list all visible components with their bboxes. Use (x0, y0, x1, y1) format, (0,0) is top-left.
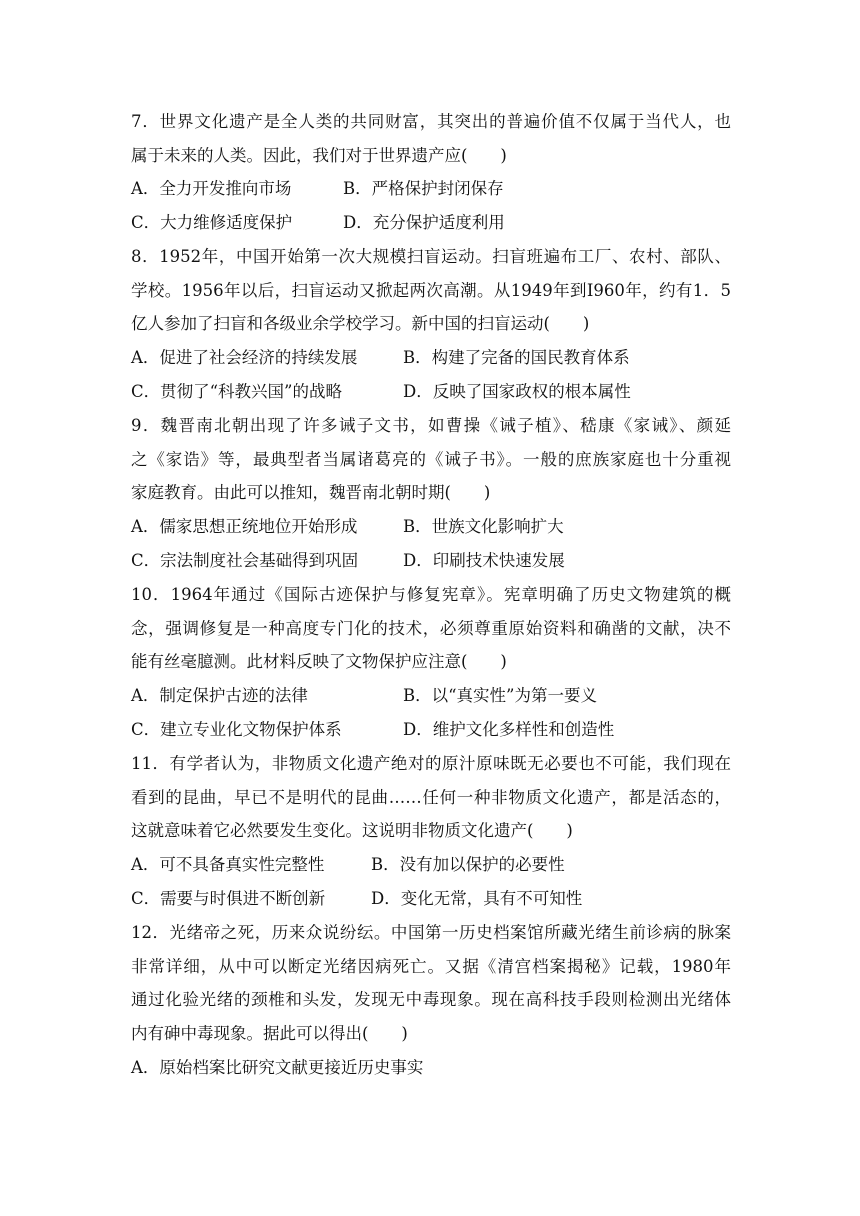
question-11-line-3: 这就意味着它必然要发生变化。这说明非物质文化遗产( ) (131, 821, 573, 840)
question-12-line-1: 12．光绪帝之死，历来众说纷纭。中国第一历史档案馆所藏光绪生前诊病的脉案 (131, 923, 731, 942)
question-7-option-a[interactable]: A．全力开发推向市场 (131, 179, 292, 198)
question-10-option-b[interactable]: B．以“真实性”为第一要义 (403, 686, 597, 705)
question-10-option-c[interactable]: C．建立专业化文物保护体系 (131, 720, 342, 739)
question-10-line-2: 念，强调修复是一种高度专门化的技术，必须尊重原始资料和确凿的文献，决不 (131, 619, 731, 638)
question-11-option-b[interactable]: B．没有加以保护的必要性 (371, 855, 565, 874)
question-11-option-c[interactable]: C．需要与时俱进不断创新 (131, 889, 326, 908)
question-9-line-2: 之《家诰》等，最典型者当属诸葛亮的《诫子书》。一般的庶族家庭也十分重视 (131, 450, 731, 469)
question-10-option-a[interactable]: A．制定保护古迹的法律 (131, 686, 308, 705)
question-12-line-2: 非常详细，从中可以断定光绪因病死亡。又据《清宫档案揭秘》记载，1980年 (131, 957, 731, 976)
question-10-line-1: 10．1964年通过《国际古迹保护与修复宪章》。宪章明确了历史文物建筑的概 (131, 585, 731, 604)
question-8-line-2: 学校。1956年以后，扫盲运动又掀起两次高潮。从1949年到I960年，约有1．5 (131, 281, 731, 300)
question-9-line-1: 9．魏晋南北朝出现了许多诫子文书，如曹操《诫子植》、嵇康《家诫》、颜延 (131, 416, 731, 435)
question-9-option-b[interactable]: B．世族文化影响扩大 (403, 517, 564, 536)
question-9-option-d[interactable]: D．印刷技术快速发展 (403, 551, 565, 570)
question-10-line-3: 能有丝毫臆测。此材料反映了文物保护应注意( ) (131, 652, 507, 671)
question-11-option-a[interactable]: A．可不具备真实性完整性 (131, 855, 325, 874)
question-8-line-1: 8．1952年，中国开始第一次大规模扫盲运动。扫盲班遍布工厂、农村、部队、 (131, 247, 731, 266)
question-7-line-1: 7．世界文化遗产是全人类的共同财富，其突出的普遍价值不仅属于当代人，也 (131, 112, 731, 131)
question-7-line-2: 属于未来的人类。因此，我们对于世界遗产应( ) (131, 146, 507, 165)
question-11-line-1: 11．有学者认为，非物质文化遗产绝对的原汁原味既无必要也不可能，我们现在 (131, 754, 731, 773)
question-8-option-d[interactable]: D．反映了国家政权的根本属性 (403, 382, 631, 401)
question-9-option-a[interactable]: A．儒家思想正统地位开始形成 (131, 517, 358, 536)
question-8-option-a[interactable]: A．促进了社会经济的持续发展 (131, 348, 358, 367)
question-7-option-c[interactable]: C．大力维修适度保护 (131, 213, 293, 232)
question-8-option-b[interactable]: B．构建了完备的国民教育体系 (403, 348, 630, 367)
question-12-line-3: 通过化验光绪的颈椎和头发，发现无中毒现象。现在高科技手段则检测出光绪体 (131, 990, 731, 1009)
question-8-line-3: 亿人参加了扫盲和各级业余学校学习。新中国的扫盲运动( ) (131, 314, 590, 333)
question-12-option-a[interactable]: A．原始档案比研究文献更接近历史事实 (131, 1058, 424, 1077)
question-11-line-2: 看到的昆曲，早已不是明代的昆曲……任何一种非物质文化遗产，都是活态的， (131, 788, 731, 807)
question-9-line-3: 家庭教育。由此可以推知，魏晋南北朝时期( ) (131, 483, 491, 502)
question-8-option-c[interactable]: C．贯彻了“科教兴国”的战略 (131, 382, 342, 401)
question-9-option-c[interactable]: C．宗法制度社会基础得到巩固 (131, 551, 359, 570)
question-10-option-d[interactable]: D．维护文化多样性和创造性 (403, 720, 615, 739)
question-7-option-d[interactable]: D．充分保护适度利用 (343, 213, 505, 232)
question-7-option-b[interactable]: B．严格保护封闭保存 (343, 179, 504, 198)
question-11-option-d[interactable]: D．变化无常，具有不可知性 (371, 889, 583, 908)
question-12-line-4: 内有砷中毒现象。据此可以得出( ) (131, 1024, 408, 1043)
